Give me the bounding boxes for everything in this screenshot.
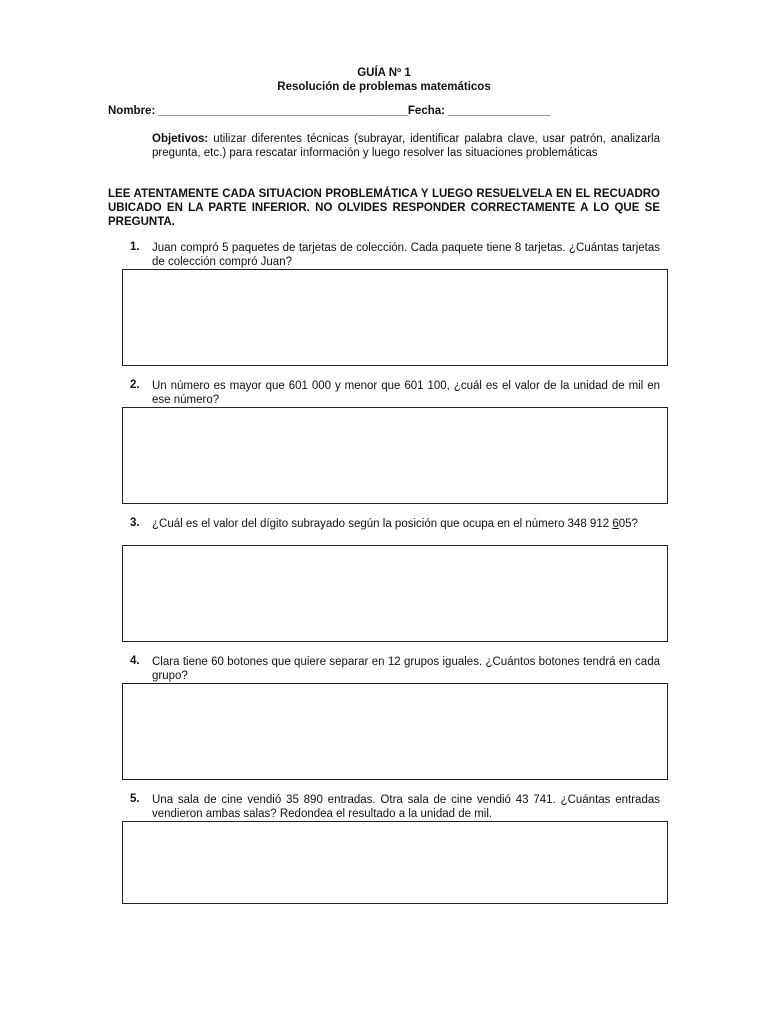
instructions-paragraph: LEE ATENTAMENTE CADA SITUACION PROBLEMÁTICA Y LUEGO RESUELVELA EN EL RECUADRO UBICADO EN LA PARTE INFERIOR. NO OLVIDES RESPONDER CORRECTAMENTE A LO QUE SE PREGUNTA. [108, 188, 660, 228]
problem-number: 4. [130, 655, 140, 667]
problem-text: Juan compró 5 paquetes de tarjetas de colección. Cada paquete tiene 8 tarjetas. ¿Cuántas tarjetas de colección compró Juan? [152, 242, 660, 268]
problem-number: 5. [130, 793, 140, 805]
page-title: GUÍA Nº 1 [357, 67, 411, 79]
problem-text: Clara tiene 60 botones que quiere separar en 12 grupos iguales. ¿Cuántos botones tendrá en cada grupo? [152, 656, 660, 682]
answer-box[interactable] [122, 683, 668, 780]
answer-box[interactable] [122, 821, 668, 904]
problem-text [152, 517, 660, 531]
problem-text: Una sala de cine vendió 35 890 entradas. Otra sala de cine vendió 43 741. ¿Cuántas entradas vendieron ambas salas? Redondea el resultado a la unidad de mil. [152, 794, 660, 820]
objectives-text: utilizar diferentes técnicas (subrayar, identificar palabra clave, usar patrón, analizarla pregunta, etc.) para rescatar información y luego resolver las situaciones problemáticas [152, 133, 660, 159]
problem-text: Un número es mayor que 601 000 y menor que 601 100, ¿cuál es el valor de la unidad de mil en ese número? [152, 380, 660, 406]
answer-box[interactable] [122, 407, 668, 504]
problem-number: 1. [130, 241, 140, 253]
answer-box[interactable] [122, 545, 668, 642]
objectives-paragraph [152, 132, 660, 160]
worksheet-header [0, 66, 768, 94]
underlined-digit: 6 [612, 518, 619, 530]
problem-number: 2. [130, 379, 140, 391]
problem-text-before: ¿Cuál es el valor del dígito subrayado según la posición que ocupa en el número 348 912 [152, 518, 613, 530]
objectives-label: Objetivos: [152, 133, 209, 145]
name-date-line: Nombre: _______________________________________Fecha: ________________ [108, 105, 551, 117]
page-subtitle: Resolución de problemas matemáticos [277, 81, 491, 93]
problem-text-after: 05? [618, 518, 638, 530]
answer-box[interactable] [122, 269, 668, 366]
problem-number: 3. [130, 517, 140, 529]
